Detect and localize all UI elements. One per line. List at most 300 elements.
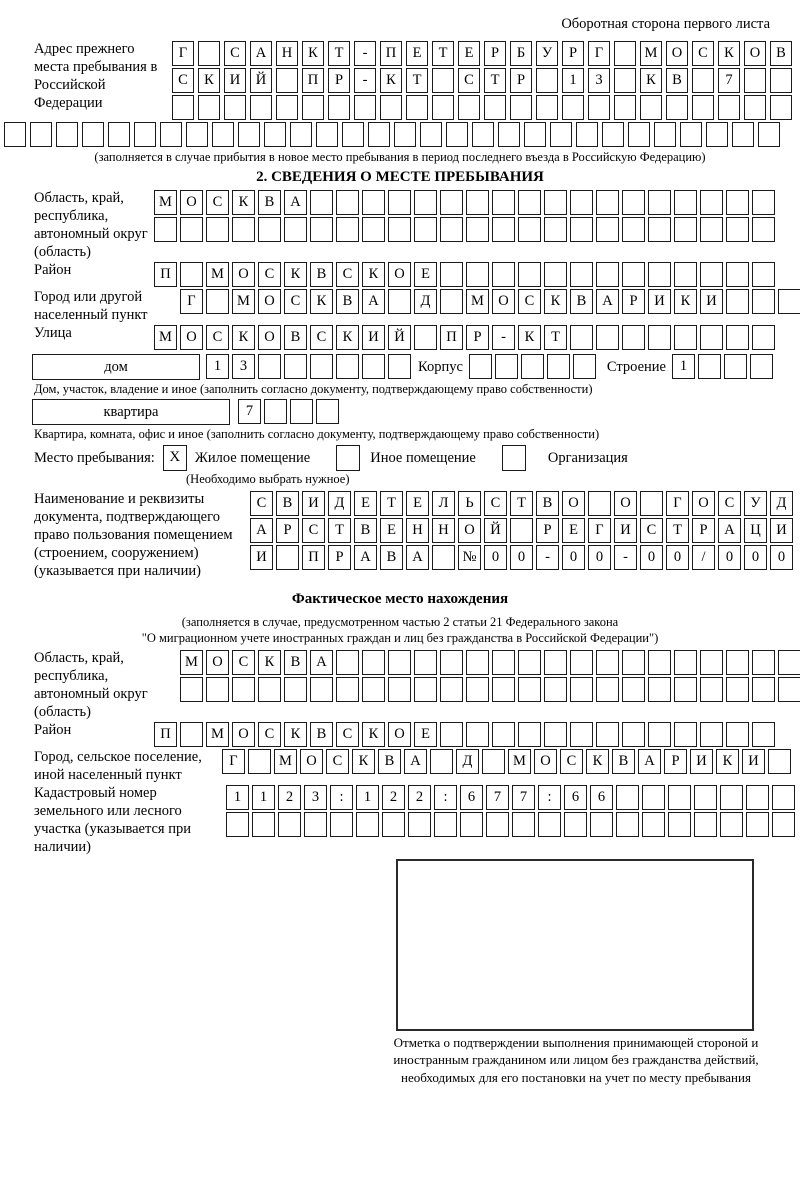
- char-cell[interactable]: О: [388, 722, 411, 747]
- char-cell[interactable]: И: [648, 289, 671, 314]
- char-cell[interactable]: [700, 650, 723, 675]
- char-cell[interactable]: М: [154, 190, 177, 215]
- char-cell[interactable]: [752, 190, 775, 215]
- char-cell[interactable]: [420, 122, 442, 147]
- char-cell[interactable]: [674, 217, 697, 242]
- char-cell[interactable]: 2: [278, 785, 301, 810]
- char-cell[interactable]: 1: [226, 785, 249, 810]
- char-cell[interactable]: [744, 68, 766, 93]
- char-cell[interactable]: [726, 677, 749, 702]
- char-cell[interactable]: [746, 812, 769, 837]
- char-cell[interactable]: [538, 812, 561, 837]
- char-cell[interactable]: [588, 491, 611, 516]
- char-cell[interactable]: П: [440, 325, 463, 350]
- char-cell[interactable]: 1: [562, 68, 584, 93]
- char-cell[interactable]: [206, 289, 229, 314]
- region-row-2[interactable]: [154, 217, 796, 242]
- char-cell[interactable]: К: [718, 41, 740, 66]
- char-cell[interactable]: Г: [666, 491, 689, 516]
- char-cell[interactable]: [700, 217, 723, 242]
- char-cell[interactable]: [440, 190, 463, 215]
- char-cell[interactable]: Е: [406, 41, 428, 66]
- char-cell[interactable]: А: [406, 545, 429, 570]
- char-cell[interactable]: [206, 217, 229, 242]
- char-cell[interactable]: [486, 812, 509, 837]
- char-cell[interactable]: №: [458, 545, 481, 570]
- char-cell[interactable]: М: [640, 41, 662, 66]
- checkbox-organization[interactable]: [502, 445, 526, 471]
- char-cell[interactable]: О: [258, 325, 281, 350]
- char-cell[interactable]: [302, 95, 324, 120]
- char-cell[interactable]: М: [154, 325, 177, 350]
- char-cell[interactable]: [544, 677, 567, 702]
- char-cell[interactable]: 0: [770, 545, 793, 570]
- char-cell[interactable]: [642, 812, 665, 837]
- char-cell[interactable]: [570, 677, 593, 702]
- char-cell[interactable]: [614, 41, 636, 66]
- char-cell[interactable]: 0: [484, 545, 507, 570]
- char-cell[interactable]: Д: [770, 491, 793, 516]
- char-cell[interactable]: Р: [622, 289, 645, 314]
- char-cell[interactable]: Е: [380, 518, 403, 543]
- char-cell[interactable]: [596, 325, 619, 350]
- char-cell[interactable]: [258, 677, 281, 702]
- char-cell[interactable]: 3: [304, 785, 327, 810]
- char-cell[interactable]: [700, 325, 723, 350]
- char-cell[interactable]: [30, 122, 52, 147]
- char-cell[interactable]: [573, 354, 596, 379]
- char-cell[interactable]: [356, 812, 379, 837]
- char-cell[interactable]: С: [224, 41, 246, 66]
- char-cell[interactable]: [180, 217, 203, 242]
- prev-address-row-1[interactable]: [172, 41, 796, 66]
- char-cell[interactable]: [316, 399, 339, 424]
- char-cell[interactable]: Р: [466, 325, 489, 350]
- char-cell[interactable]: [380, 95, 402, 120]
- char-cell[interactable]: [524, 122, 546, 147]
- char-cell[interactable]: О: [300, 749, 323, 774]
- char-cell[interactable]: [492, 262, 515, 287]
- char-cell[interactable]: Д: [414, 289, 437, 314]
- char-cell[interactable]: [406, 95, 428, 120]
- char-cell[interactable]: [394, 122, 416, 147]
- char-cell[interactable]: [330, 812, 353, 837]
- char-cell[interactable]: М: [206, 722, 229, 747]
- char-cell[interactable]: :: [434, 785, 457, 810]
- char-cell[interactable]: [492, 217, 515, 242]
- char-cell[interactable]: [622, 217, 645, 242]
- char-cell[interactable]: [616, 812, 639, 837]
- char-cell[interactable]: [512, 812, 535, 837]
- char-cell[interactable]: Р: [562, 41, 584, 66]
- char-cell[interactable]: С: [692, 41, 714, 66]
- char-cell[interactable]: Р: [328, 545, 351, 570]
- char-cell[interactable]: К: [284, 722, 307, 747]
- char-cell[interactable]: [388, 677, 411, 702]
- char-cell[interactable]: [726, 325, 749, 350]
- char-cell[interactable]: [440, 722, 463, 747]
- char-cell[interactable]: О: [744, 41, 766, 66]
- char-cell[interactable]: [518, 190, 541, 215]
- char-cell[interactable]: [692, 95, 714, 120]
- char-cell[interactable]: 6: [590, 785, 613, 810]
- char-cell[interactable]: [160, 122, 182, 147]
- char-cell[interactable]: [232, 677, 255, 702]
- char-cell[interactable]: [570, 217, 593, 242]
- char-cell[interactable]: 3: [588, 68, 610, 93]
- char-cell[interactable]: [674, 262, 697, 287]
- char-cell[interactable]: [466, 217, 489, 242]
- char-cell[interactable]: К: [586, 749, 609, 774]
- char-cell[interactable]: [495, 354, 518, 379]
- char-cell[interactable]: Р: [484, 41, 506, 66]
- char-cell[interactable]: [180, 722, 203, 747]
- char-cell[interactable]: К: [352, 749, 375, 774]
- char-cell[interactable]: [588, 95, 610, 120]
- char-cell[interactable]: [544, 217, 567, 242]
- char-cell[interactable]: [362, 217, 385, 242]
- char-cell[interactable]: С: [258, 722, 281, 747]
- char-cell[interactable]: [622, 650, 645, 675]
- char-cell[interactable]: О: [534, 749, 557, 774]
- char-cell[interactable]: [521, 354, 544, 379]
- char-cell[interactable]: О: [232, 722, 255, 747]
- char-cell[interactable]: [726, 289, 749, 314]
- char-cell[interactable]: И: [224, 68, 246, 93]
- char-cell[interactable]: [674, 325, 697, 350]
- char-cell[interactable]: 0: [510, 545, 533, 570]
- char-cell[interactable]: С: [640, 518, 663, 543]
- char-cell[interactable]: :: [538, 785, 561, 810]
- char-cell[interactable]: Р: [692, 518, 715, 543]
- char-cell[interactable]: [622, 190, 645, 215]
- char-cell[interactable]: [547, 354, 570, 379]
- char-cell[interactable]: К: [310, 289, 333, 314]
- char-cell[interactable]: [198, 41, 220, 66]
- char-cell[interactable]: А: [404, 749, 427, 774]
- char-cell[interactable]: [276, 68, 298, 93]
- char-cell[interactable]: Н: [432, 518, 455, 543]
- char-cell[interactable]: [466, 722, 489, 747]
- char-cell[interactable]: [56, 122, 78, 147]
- char-cell[interactable]: [382, 812, 405, 837]
- char-cell[interactable]: [668, 812, 691, 837]
- cadastral-row-1[interactable]: [226, 785, 798, 810]
- char-cell[interactable]: [596, 217, 619, 242]
- char-cell[interactable]: [342, 122, 364, 147]
- char-cell[interactable]: [778, 650, 800, 675]
- char-cell[interactable]: А: [250, 518, 273, 543]
- char-cell[interactable]: [408, 812, 431, 837]
- char-cell[interactable]: Е: [458, 41, 480, 66]
- char-cell[interactable]: О: [258, 289, 281, 314]
- char-cell[interactable]: [430, 749, 453, 774]
- char-cell[interactable]: [134, 122, 156, 147]
- char-cell[interactable]: [446, 122, 468, 147]
- char-cell[interactable]: [492, 190, 515, 215]
- char-cell[interactable]: [492, 677, 515, 702]
- char-cell[interactable]: [752, 722, 775, 747]
- char-cell[interactable]: [440, 217, 463, 242]
- char-cell[interactable]: [596, 190, 619, 215]
- char-cell[interactable]: 1: [672, 354, 695, 379]
- char-cell[interactable]: Д: [456, 749, 479, 774]
- prev-address-row-2[interactable]: [172, 68, 796, 93]
- char-cell[interactable]: [482, 749, 505, 774]
- char-cell[interactable]: [258, 354, 281, 379]
- char-cell[interactable]: Е: [354, 491, 377, 516]
- char-cell[interactable]: П: [154, 722, 177, 747]
- char-cell[interactable]: 0: [718, 545, 741, 570]
- char-cell[interactable]: С: [206, 190, 229, 215]
- char-cell[interactable]: [414, 217, 437, 242]
- char-cell[interactable]: А: [718, 518, 741, 543]
- house-number-row[interactable]: [206, 354, 414, 379]
- char-cell[interactable]: [224, 95, 246, 120]
- char-cell[interactable]: [570, 722, 593, 747]
- char-cell[interactable]: [622, 262, 645, 287]
- char-cell[interactable]: [212, 122, 234, 147]
- char-cell[interactable]: [498, 122, 520, 147]
- char-cell[interactable]: [726, 217, 749, 242]
- document-row-2[interactable]: [250, 518, 796, 543]
- char-cell[interactable]: И: [250, 545, 273, 570]
- char-cell[interactable]: [752, 217, 775, 242]
- char-cell[interactable]: [362, 354, 385, 379]
- char-cell[interactable]: [570, 325, 593, 350]
- char-cell[interactable]: 7: [718, 68, 740, 93]
- char-cell[interactable]: С: [206, 325, 229, 350]
- char-cell[interactable]: [414, 650, 437, 675]
- char-cell[interactable]: В: [276, 491, 299, 516]
- char-cell[interactable]: Е: [414, 722, 437, 747]
- char-cell[interactable]: [752, 262, 775, 287]
- char-cell[interactable]: 1: [356, 785, 379, 810]
- char-cell[interactable]: В: [310, 722, 333, 747]
- char-cell[interactable]: 1: [252, 785, 275, 810]
- char-cell[interactable]: [290, 399, 313, 424]
- char-cell[interactable]: [544, 262, 567, 287]
- char-cell[interactable]: [570, 650, 593, 675]
- char-cell[interactable]: Ь: [458, 491, 481, 516]
- char-cell[interactable]: -: [614, 545, 637, 570]
- char-cell[interactable]: К: [362, 262, 385, 287]
- char-cell[interactable]: [388, 354, 411, 379]
- char-cell[interactable]: Е: [562, 518, 585, 543]
- char-cell[interactable]: [336, 677, 359, 702]
- char-cell[interactable]: К: [640, 68, 662, 93]
- char-cell[interactable]: [642, 785, 665, 810]
- char-cell[interactable]: [726, 262, 749, 287]
- char-cell[interactable]: С: [258, 262, 281, 287]
- char-cell[interactable]: [564, 812, 587, 837]
- char-cell[interactable]: М: [180, 650, 203, 675]
- char-cell[interactable]: [154, 217, 177, 242]
- char-cell[interactable]: В: [284, 325, 307, 350]
- char-cell[interactable]: Р: [328, 68, 350, 93]
- checkbox-residential[interactable]: X: [163, 445, 187, 471]
- char-cell[interactable]: С: [250, 491, 273, 516]
- korpus-row[interactable]: [469, 354, 599, 379]
- char-cell[interactable]: /: [692, 545, 715, 570]
- char-cell[interactable]: А: [638, 749, 661, 774]
- char-cell[interactable]: [596, 650, 619, 675]
- char-cell[interactable]: [614, 95, 636, 120]
- char-cell[interactable]: 3: [232, 354, 255, 379]
- char-cell[interactable]: [388, 650, 411, 675]
- char-cell[interactable]: 0: [640, 545, 663, 570]
- char-cell[interactable]: М: [232, 289, 255, 314]
- checkbox-other-premises[interactable]: [336, 445, 360, 471]
- char-cell[interactable]: П: [154, 262, 177, 287]
- char-cell[interactable]: [726, 190, 749, 215]
- char-cell[interactable]: К: [232, 325, 255, 350]
- char-cell[interactable]: [622, 722, 645, 747]
- char-cell[interactable]: О: [232, 262, 255, 287]
- char-cell[interactable]: [469, 354, 492, 379]
- char-cell[interactable]: [388, 289, 411, 314]
- char-cell[interactable]: [284, 217, 307, 242]
- char-cell[interactable]: [368, 122, 390, 147]
- char-cell[interactable]: О: [458, 518, 481, 543]
- char-cell[interactable]: В: [770, 41, 792, 66]
- char-cell[interactable]: [536, 95, 558, 120]
- char-cell[interactable]: А: [596, 289, 619, 314]
- char-cell[interactable]: Й: [250, 68, 272, 93]
- char-cell[interactable]: [518, 262, 541, 287]
- char-cell[interactable]: -: [354, 41, 376, 66]
- district-row[interactable]: [154, 262, 778, 287]
- char-cell[interactable]: О: [666, 41, 688, 66]
- char-cell[interactable]: С: [172, 68, 194, 93]
- char-cell[interactable]: [264, 399, 287, 424]
- char-cell[interactable]: Т: [484, 68, 506, 93]
- char-cell[interactable]: С: [718, 491, 741, 516]
- char-cell[interactable]: В: [258, 190, 281, 215]
- char-cell[interactable]: [628, 122, 650, 147]
- char-cell[interactable]: [336, 354, 359, 379]
- stroenie-row[interactable]: [672, 354, 776, 379]
- char-cell[interactable]: С: [336, 262, 359, 287]
- char-cell[interactable]: [694, 785, 717, 810]
- char-cell[interactable]: [654, 122, 676, 147]
- char-cell[interactable]: [706, 122, 728, 147]
- char-cell[interactable]: С: [336, 722, 359, 747]
- char-cell[interactable]: Б: [510, 41, 532, 66]
- char-cell[interactable]: Р: [276, 518, 299, 543]
- char-cell[interactable]: В: [536, 491, 559, 516]
- char-cell[interactable]: [328, 95, 350, 120]
- char-cell[interactable]: [778, 677, 800, 702]
- char-cell[interactable]: [232, 217, 255, 242]
- char-cell[interactable]: М: [206, 262, 229, 287]
- char-cell[interactable]: С: [518, 289, 541, 314]
- char-cell[interactable]: [668, 785, 691, 810]
- char-cell[interactable]: [648, 325, 671, 350]
- char-cell[interactable]: У: [744, 491, 767, 516]
- char-cell[interactable]: [518, 650, 541, 675]
- char-cell[interactable]: [276, 95, 298, 120]
- char-cell[interactable]: [252, 812, 275, 837]
- char-cell[interactable]: [602, 122, 624, 147]
- char-cell[interactable]: В: [354, 518, 377, 543]
- char-cell[interactable]: [284, 354, 307, 379]
- char-cell[interactable]: [674, 677, 697, 702]
- char-cell[interactable]: К: [380, 68, 402, 93]
- char-cell[interactable]: [4, 122, 26, 147]
- char-cell[interactable]: И: [700, 289, 723, 314]
- char-cell[interactable]: О: [562, 491, 585, 516]
- char-cell[interactable]: [536, 68, 558, 93]
- char-cell[interactable]: [674, 722, 697, 747]
- char-cell[interactable]: Г: [172, 41, 194, 66]
- char-cell[interactable]: [622, 677, 645, 702]
- char-cell[interactable]: А: [354, 545, 377, 570]
- char-cell[interactable]: [720, 785, 743, 810]
- char-cell[interactable]: 0: [744, 545, 767, 570]
- region-row-1[interactable]: [154, 190, 796, 215]
- char-cell[interactable]: [648, 217, 671, 242]
- char-cell[interactable]: [700, 677, 723, 702]
- char-cell[interactable]: И: [742, 749, 765, 774]
- char-cell[interactable]: [304, 812, 327, 837]
- char-cell[interactable]: [388, 190, 411, 215]
- char-cell[interactable]: 1: [206, 354, 229, 379]
- char-cell[interactable]: [484, 95, 506, 120]
- char-cell[interactable]: 0: [562, 545, 585, 570]
- char-cell[interactable]: К: [674, 289, 697, 314]
- char-cell[interactable]: [362, 677, 385, 702]
- char-cell[interactable]: К: [198, 68, 220, 93]
- char-cell[interactable]: К: [302, 41, 324, 66]
- char-cell[interactable]: Е: [406, 491, 429, 516]
- char-cell[interactable]: В: [284, 650, 307, 675]
- char-cell[interactable]: [388, 217, 411, 242]
- char-cell[interactable]: Т: [406, 68, 428, 93]
- char-cell[interactable]: [414, 190, 437, 215]
- char-cell[interactable]: [744, 95, 766, 120]
- char-cell[interactable]: [466, 190, 489, 215]
- apartment-row[interactable]: [238, 399, 342, 424]
- char-cell[interactable]: [440, 677, 463, 702]
- char-cell[interactable]: С: [484, 491, 507, 516]
- char-cell[interactable]: [362, 650, 385, 675]
- char-cell[interactable]: [698, 354, 721, 379]
- char-cell[interactable]: С: [284, 289, 307, 314]
- char-cell[interactable]: [680, 122, 702, 147]
- char-cell[interactable]: Р: [510, 68, 532, 93]
- char-cell[interactable]: В: [378, 749, 401, 774]
- char-cell[interactable]: В: [612, 749, 635, 774]
- char-cell[interactable]: [440, 262, 463, 287]
- char-cell[interactable]: [518, 722, 541, 747]
- char-cell[interactable]: М: [466, 289, 489, 314]
- char-cell[interactable]: Ц: [744, 518, 767, 543]
- char-cell[interactable]: [666, 95, 688, 120]
- char-cell[interactable]: 0: [588, 545, 611, 570]
- char-cell[interactable]: К: [518, 325, 541, 350]
- actual-district-row[interactable]: [154, 722, 778, 747]
- char-cell[interactable]: [284, 677, 307, 702]
- char-cell[interactable]: [778, 289, 800, 314]
- char-cell[interactable]: :: [330, 785, 353, 810]
- char-cell[interactable]: 0: [666, 545, 689, 570]
- char-cell[interactable]: В: [336, 289, 359, 314]
- char-cell[interactable]: 2: [382, 785, 405, 810]
- char-cell[interactable]: [316, 122, 338, 147]
- char-cell[interactable]: Р: [664, 749, 687, 774]
- char-cell[interactable]: [440, 289, 463, 314]
